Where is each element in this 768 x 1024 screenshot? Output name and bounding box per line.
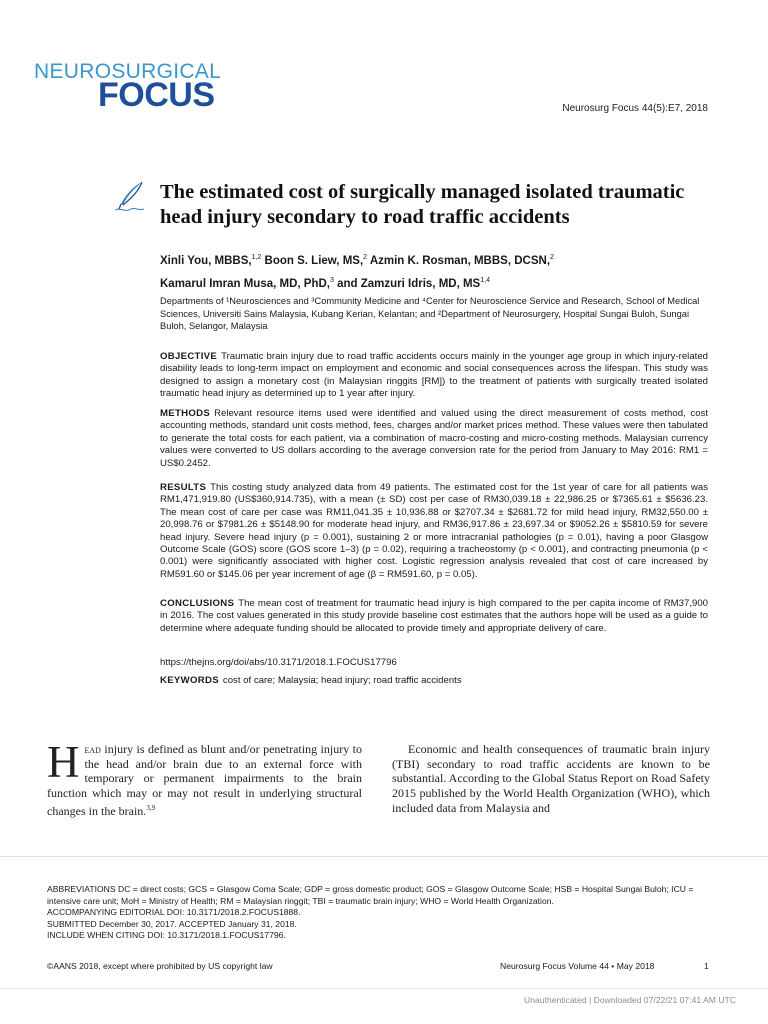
abstract-methods (160, 408, 708, 470)
drop-cap: H (47, 737, 80, 787)
author-1: Xinli You, MBBS, (160, 254, 252, 267)
author-2-affiliation: 2 (363, 254, 368, 261)
journal-footer: Neurosurg Focus Volume 44 • May 2018 (500, 961, 655, 971)
abstract-objective (160, 351, 708, 401)
body-paragraph-1: injury is defined as blunt and/or penetrating injury to the head and/or brain due to an external force with temporary or permanent impairments to the brain function which may or may not result in underlying structural changes in the brain. (47, 742, 362, 818)
journal-citation: Neurosurg Focus 44(5):E7, 2018 (562, 103, 708, 114)
smallcaps-lead: ead (84, 742, 101, 756)
doi-link[interactable]: https://thejns.org/doi/abs/10.3171/2018.1.FOCUS17796 (160, 657, 397, 668)
download-divider (0, 988, 768, 989)
author-1-affiliation: 1,2 (251, 254, 262, 261)
results-label: RESULTS (160, 482, 207, 493)
author-5: and Zamzuri Idris, MD, MS (337, 277, 481, 290)
conclusions-label: CONCLUSIONS (160, 598, 235, 609)
author-5-affiliation: 1,4 (480, 276, 490, 284)
abbreviations: ABBREVIATIONS DC = direct costs; GCS = Glasgow Coma Scale; GDP = gross domestic product; GOS = Glasgow Outcome Scale; HSB = Hospital Sungai Buloh; ICU = intensive care unit; MoH = Ministry of Health; RM = Malaysian ringgit; TBI = traumatic brain injury; WHO = World Health Organization. (47, 884, 694, 906)
results-text: This costing study analyzed data from 49 patients. The estimated cost for the 1st year of care for all patients was RM1,471,919.80 (US$360,914.735), with a mean (± SD) cost per case of RM30,039.18 ± 22,986.25 or $7365.61 ± $5636.23. The mean cost of care per case was RM11,041.35 ± 10,936.88 or $2707.34 ± $2681.72 for mild head injury, RM32,550.00 ± 20,998.76 or $7981.26 ± $5148.90 for moderate head injury, and RM36,917.86 ± 23,697.34 or $9052.26 ± $5810.59 for severe head injury. Severe head injury (p = 0.001), sustaining 2 or more intracranial pathologies (p = 0.01), having a poor Glasgow Outcome Scale (GOS) score (GOS score 1–3) (p = 0.02), requiring a tracheostomy (p < 0.001), and contracting pneumonia (p < 0.001) were significantly associated with higher cost. Logistic regression analysis revealed that cost of care increased by RM591.60 or $145.06 per year increment of age (β = RM591.60, p = 0.05). (160, 482, 708, 580)
footer-divider (0, 856, 768, 857)
body-column-right: Economic and health consequences of traumatic brain injury (TBI) secondary to road traffic accidents are known to be substantial. According to the Global Status Report on Road Safety 2015 published by the World Health Organization (WHO), which included data from Malaysia and (392, 742, 710, 815)
download-stamp: Unauthenticated | Downloaded 07/22/21 07:41 AM UTC (524, 995, 736, 1005)
copyright: ©AANS 2018, except where prohibited by US copyright law (47, 961, 273, 971)
author-3: Azmin K. Rosman, MBBS, DCSN, (369, 254, 551, 267)
author-4: Kamarul Imran Musa, MD, PhD, (160, 277, 330, 290)
methods-label: METHODS (160, 408, 211, 419)
journal-logo-line2: FOCUS (98, 76, 215, 114)
author-4-affiliation: 3 (329, 276, 334, 284)
reference-citation[interactable]: 3,9 (146, 803, 156, 812)
footnotes (47, 884, 717, 942)
quill-pen-icon (112, 180, 152, 214)
page-number: 1 (704, 961, 709, 971)
objective-text: Traumatic brain injury due to road traffic accidents occurs mainly in the younger age group in which injury-related disability leads to long-term impact on employment and economic and social consequences across the lifespan. This study was designed to assign a monetary cost (in Malaysian ringgits [RM]) to the treatment of patients with surgically treated isolated traumatic head injury as determined up to 1 year after injury. (160, 351, 708, 400)
submission-dates: SUBMITTED December 30, 2017. ACCEPTED January 31, 2018. (47, 918, 297, 929)
author-2: Boon S. Liew, MS, (264, 254, 364, 267)
body-column-left (47, 737, 362, 819)
keywords (160, 675, 462, 686)
author-3-affiliation: 2 (550, 254, 554, 261)
article-title: The estimated cost of surgically managed isolated traumatic head injury secondary to road traffic accidents (160, 181, 685, 228)
keywords-text: cost of care; Malaysia; head injury; road traffic accidents (222, 675, 462, 686)
objective-label: OBJECTIVE (160, 351, 218, 362)
keywords-label: KEYWORDS (160, 675, 219, 686)
author-list (160, 248, 720, 294)
abstract-conclusions (160, 598, 708, 635)
conclusions-text: The mean cost of treatment for traumatic head injury is high compared to the per capita income of RM37,900 in 2016. The cost values generated in this study provide baseline cost estimates that the authors hope will be used as a guide to determine where adequate funding should be allocated to provide timely and appropriate delivery of care. (160, 598, 708, 634)
accompanying-editorial: ACCOMPANYING EDITORIAL DOI: 10.3171/2018.2.FOCUS1888. (47, 907, 301, 917)
methods-text: Relevant resource items used were identified and valued using the direct measurement of costs method, cost accounting methods, standard unit costs method, fees, charges and/or market prices method. These values were then tabulated to generate the total costs for each patient, via a combination of macro-costing and micro-costing methods. Malaysian currency values were converted to US dollars according to the average conversion rate for the period from January to May 2016: RM1 = US$0.2452. (160, 408, 708, 469)
include-when-citing: INCLUDE WHEN CITING DOI: 10.3171/2018.1.FOCUS17796. (47, 930, 286, 940)
affiliations: Departments of ¹Neurosciences and ³Community Medicine and ⁴Center for Neuroscience Service and Research, School of Medical Sciences, Universiti Sains Malaysia, Kubang Kerian, Kelantan; and ²Department of Neurosurgery, Hospital Sungai Buloh, Sungai Buloh, Selangor, Malaysia (160, 296, 700, 331)
abstract-results (160, 482, 708, 581)
journal-logo-line1: NEUROSURGICAL (34, 60, 222, 83)
